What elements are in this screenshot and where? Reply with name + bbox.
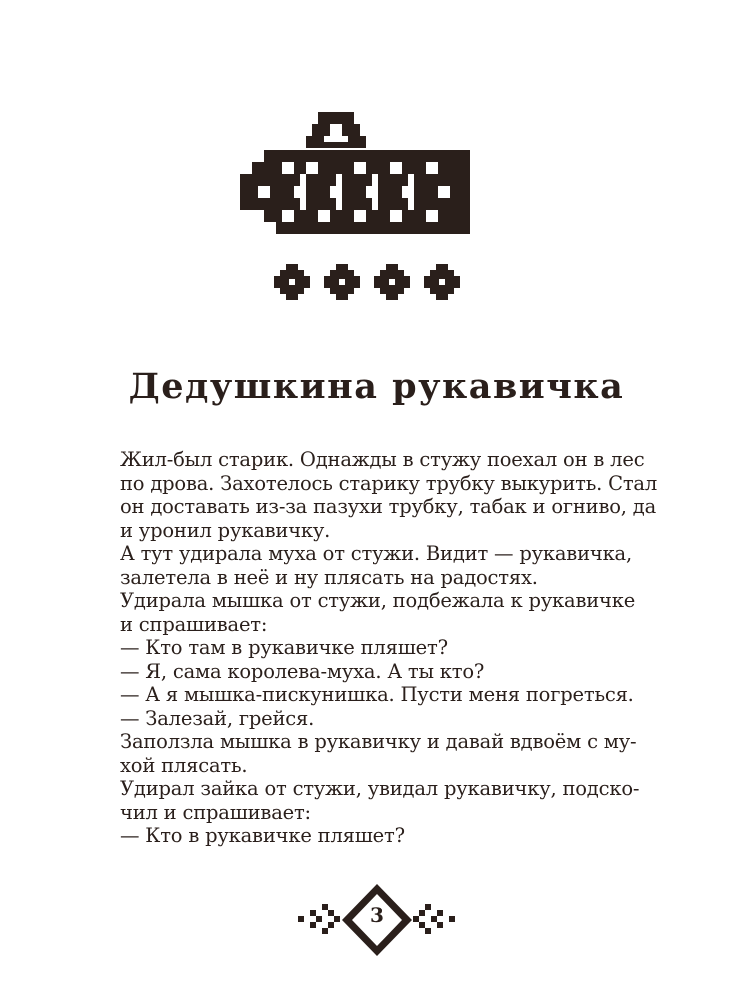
- text-line: Удирала мышка от стужи, подбежала к рукавичке: [120, 589, 636, 612]
- text-line: залетела в неё и ну плясать на радостях.: [120, 565, 538, 589]
- text-line: — А я мышка-пискунишка. Пусти меня погреться.: [120, 683, 634, 706]
- text-line: Заползла мышка в рукавичку и давай вдвоём с му-: [120, 730, 637, 753]
- text-line: чил и спрашивает:: [120, 800, 311, 824]
- page-title: Дедушкина рукавичка: [128, 366, 625, 407]
- text-line: — Кто в рукавичке пляшет?: [120, 824, 405, 847]
- text-line: по дрова. Захотелось старику трубку выкурить. Стал: [120, 471, 658, 495]
- text-line: — Залезай, грейся.: [120, 706, 315, 730]
- text-line: Удирал зайка от стужи, увидал рукавичку, подско-: [120, 777, 640, 800]
- text-line: хой плясать.: [120, 753, 248, 777]
- text-line: — Я, сама королева-муха. А ты кто?: [120, 659, 485, 683]
- page-number: 3: [370, 903, 384, 927]
- text-line: и уронил рукавичку.: [120, 518, 331, 542]
- text-line: и спрашивает:: [120, 612, 268, 636]
- text-line: он доставать из-за пазухи трубку, табак и огниво, да: [120, 495, 657, 518]
- text-line: А тут удирала муха от стужи. Видит — рукавичка,: [120, 542, 632, 565]
- story-text: [120, 448, 658, 848]
- text-line: — Кто там в рукавичке пляшет?: [120, 636, 448, 659]
- text-line: Жил-был старик. Однажды в стужу поехал он в лес: [120, 448, 645, 471]
- mitten-ornament: [0, 0, 753, 320]
